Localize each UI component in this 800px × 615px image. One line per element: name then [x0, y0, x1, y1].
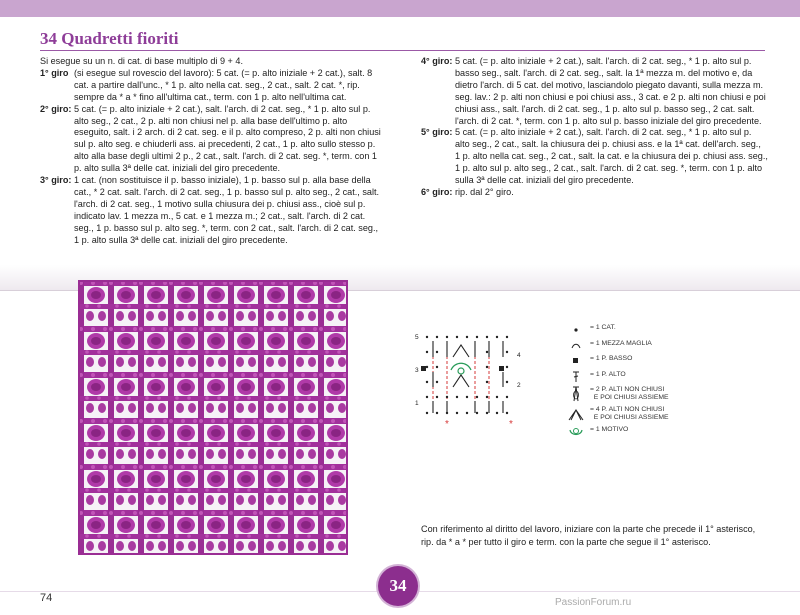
- top-color-bar: [0, 0, 800, 17]
- row-label: 5° giro:: [421, 127, 453, 138]
- two-dc-together-icon: [568, 386, 590, 402]
- stitch-chart-diagram: [413, 327, 533, 430]
- legend-label: = 1 MOTIVO: [590, 425, 629, 433]
- row-instructions: 5 cat. (= p. alto iniziale + 2 cat.), salt. l'arch. di 2 cat. seg., * 1 p. alto sul p. basso seg., salt. l'arch. di 2 cat. seg., salt. la 1ª mezza m. del motivo e, da dietro l'arch. di 5 cat. del motivo, lasciandolo piegato davanti, sulla mezza m. seg. lav.: 2 p. alti non chiusi e poi chiusi ass., 3 cat. e 2 p. alti non chiusi e poi chiusi ass., salt. l'arch. di 2 cat. seg., 1 p. alto sul p. basso seg., 2 cat. salt. l'arch. di 2 cat. *, term. con 1 p. alto sul p. basso iniziale del giro precedente.: [455, 56, 766, 126]
- chart-row-number: 5: [415, 334, 419, 341]
- page-title: 34 Quadretti fioriti: [40, 29, 179, 48]
- legend-label: = 1 P. BASSO: [590, 355, 633, 363]
- slip-stitch-icon: [568, 340, 590, 352]
- legend-item: [568, 426, 669, 438]
- legend-item: [568, 355, 669, 367]
- row-instructions: (si esegue sul rovescio del lavoro): 5 cat. (= p. alto iniziale + 2 cat.), salt. 8 cat. a partire dall'unc., * 1 p. alto nella cat. seg., 2 cat., salt. 2 cat. *, rip. sempre da * a * fino all'ultima cat., term. con 1 p. alto nell'ultima cat.: [74, 67, 373, 102]
- watermark: PassionForum.ru: [555, 597, 632, 608]
- symbol-legend: [568, 324, 669, 441]
- page-number: 74: [40, 592, 53, 604]
- legend-label: = 1 P. ALTO: [590, 370, 626, 378]
- legend-item: [568, 340, 669, 352]
- legend-label: = 2 P. ALTI NON CHIUSI E POI CHIUSI ASSIEME: [590, 386, 669, 402]
- pattern-row: [421, 187, 768, 199]
- legend-item: [568, 324, 669, 336]
- svg-text:*: *: [509, 419, 513, 430]
- row-instructions: 5 cat. (= p. alto iniziale + 2 cat.), salt. l'arch. di 2 cat. seg., * 1 p. alto sul p. alto seg., 2 cat., 2 p. alti non chiusi nel p. alla base dell'ultimo p. alto eseguito, salt. i 2 arch. di 2 cat. seg. e il p. alto compreso, 2 p. alti non chiusi sul p. alto seg. e chiuderli ass. ai precedenti, 2 cat., 1 p. alto sullo stesso p. alto alla base degli ultimi 2 p., 2 cat., salt. l'arch. di 2 cat. seg. *, term. con 1 p. alto sulla 3ª delle cat. iniziali del giro precedente.: [74, 103, 381, 174]
- pattern-column-left: [40, 56, 385, 247]
- pattern-row: [40, 104, 385, 175]
- legend-label: = 1 MEZZA MAGLIA: [590, 339, 652, 347]
- double-crochet-icon: [568, 371, 590, 383]
- row-label: 1° giro: [40, 67, 69, 78]
- motif-icon: [568, 426, 590, 438]
- badge-number: 34: [389, 576, 407, 595]
- legend-item: [568, 386, 669, 402]
- title-rule: [40, 50, 765, 51]
- row-instructions: rip. dal 2° giro.: [455, 186, 514, 197]
- pattern-row: [40, 68, 385, 104]
- crochet-swatch-photo: [78, 280, 348, 555]
- pattern-number-badge: [378, 566, 418, 606]
- pattern-row: [421, 127, 768, 187]
- row-label: 2° giro:: [40, 103, 72, 114]
- single-crochet-icon: [568, 355, 590, 367]
- legend-item: [568, 406, 669, 422]
- pattern-intro: Si esegue su un n. di cat. di base multiplo di 9 + 4.: [40, 56, 243, 66]
- chart-row-number: 2: [517, 382, 521, 389]
- row-instructions: 5 cat. (= p. alto iniziale + 2 cat.), salt. l'arch. di 2 cat. seg., * 1 p. alto sul p. alto seg., 2 cat., salt. la chiusura dei p. chiusi ass. e la 1ª cat. dell'arch. seg., 1 p. alto nella cat. seg., 2 cat., salt. la cat. e la chiusura dei p. chiusi ass. seg., 1 p. alto sul p. alto seg., 2 cat., salt. l'arch. di 2 cat. seg. *, term. con 1 p. alto sulla 3ª delle cat. iniziali del giro precedente.: [455, 127, 768, 186]
- row-label: 3° giro:: [40, 175, 72, 186]
- chart-row-number: 3: [415, 367, 419, 374]
- pattern-row: [421, 56, 768, 127]
- legend-label: = 1 CAT.: [590, 324, 616, 331]
- chain-dot-icon: [568, 324, 590, 336]
- row-label: 4° giro:: [421, 56, 453, 66]
- svg-text:*: *: [445, 419, 449, 430]
- row-label: 6° giro:: [421, 186, 453, 197]
- legend-label: = 4 P. ALTI NON CHIUSI E POI CHIUSI ASSIEME: [590, 405, 669, 421]
- chart-row-number: 4: [517, 352, 521, 359]
- pattern-column-right: [421, 56, 768, 199]
- four-dc-together-icon: [568, 406, 590, 422]
- pattern-row: [40, 175, 385, 246]
- chart-row-number: 1: [415, 400, 419, 407]
- legend-item: [568, 371, 669, 383]
- instruction-note: Con riferimento al diritto del lavoro, iniziare con la parte che precede il 1° asterisco, rip. da * a * per tutto il giro e term. con la parte che segue il 1° asterisco.: [421, 524, 756, 547]
- row-instructions: 1 cat. (non sostituisce il p. basso iniziale), 1 p. basso sul p. alla base della cat., * 2 cat. salt. l'arch. di 2 cat. seg., 1 p. basso sul p. alto seg., 2 cat., salt. l'arch. di 2 cat. seg., 1 motivo sulla chiusura dei p. chiusi ass., cioè sul p. indicato lav. 1 mezza m., 5 cat. e 1 mezza m.; 2 cat., salt. l'arch. di 2 cat. seg., 1 p. basso sul p. alto seg. *, term. con 2 cat., salt. l'arch. di 2 cat. seg., 1 p. alto sulla 3ª delle cat. iniziali del giro precedente.: [74, 175, 380, 245]
